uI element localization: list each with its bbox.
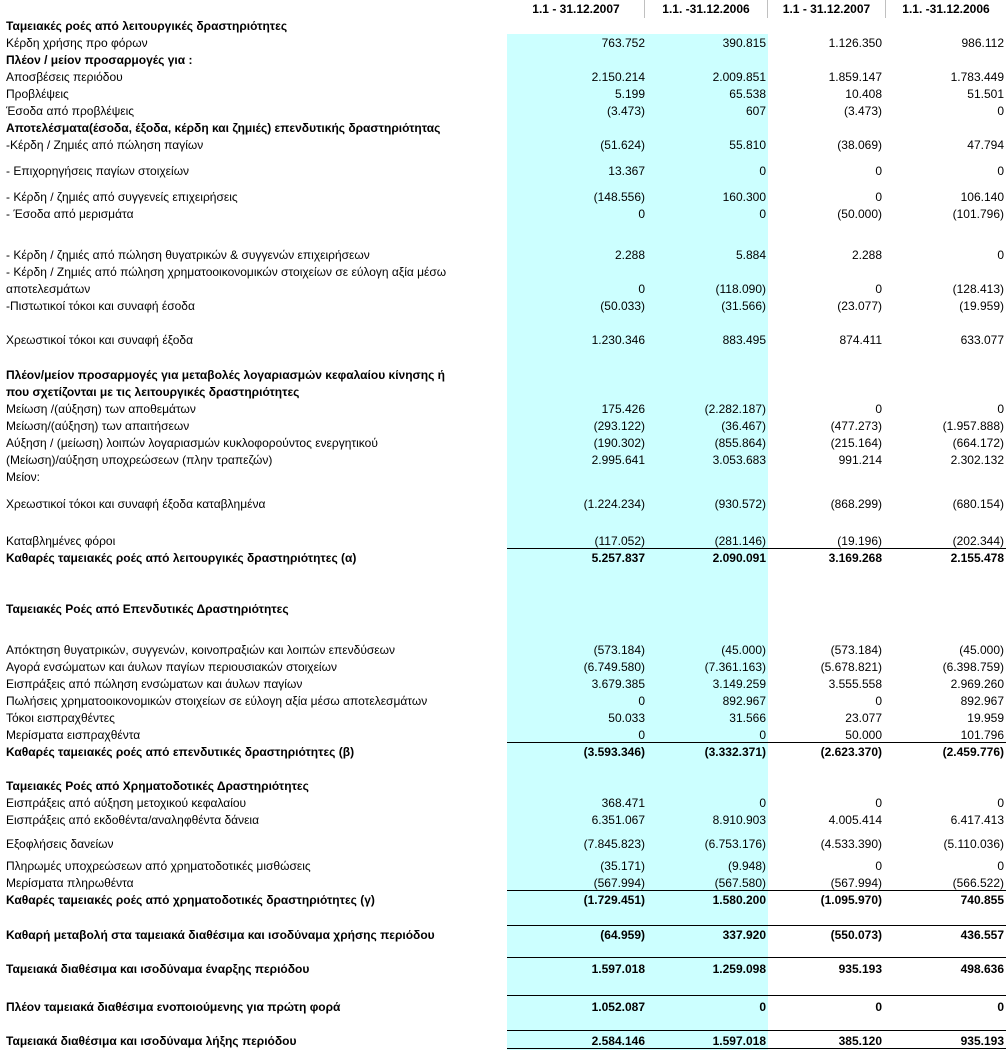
row-label: Καθαρή μεταβολή στα ταμειακά διαθέσιμα και ισοδύναμα χρήσης περιόδου <box>6 928 435 942</box>
cell-value: 47.794 <box>967 138 1004 152</box>
column-header: 1.1. -31.12.2006 <box>902 2 990 16</box>
cell-value: 337.920 <box>722 928 766 942</box>
cell-value: 0 <box>875 796 882 810</box>
row-label: Πλέον/μείον προσαρμογές για μεταβολές λογαριασμών κεφαλαίου κίνησης ή <box>6 368 446 382</box>
cell-value: 4.005.414 <box>828 813 882 827</box>
section-row <box>0 601 1006 618</box>
row-label: Ταμειακές Ροές από Χρηματοδοτικές Δραστηριότητες <box>6 779 309 793</box>
row-label: Τόκοι εισπραχθέντες <box>6 711 115 725</box>
cell-value: (4.533.390) <box>820 837 882 851</box>
table-row <box>0 35 1006 52</box>
table-row <box>0 435 1006 452</box>
cell-value: 2.288 <box>851 248 882 262</box>
section-row <box>0 367 1006 384</box>
cell-value: 1.052.087 <box>591 1000 645 1014</box>
cell-value: (117.052) <box>594 534 645 548</box>
total-overline <box>507 995 1006 996</box>
row-label: Αγορά ενσώματων και άυλων παγίων περιουσιακών στοιχείων <box>6 660 337 674</box>
cell-value: (50.000) <box>837 207 882 221</box>
row-label: Αποτελέσματα(έσοδα, έξοδα, κέρδη και ζημιές) επενδυτικής δραστηριότητας <box>6 121 441 135</box>
column-header: 1.1. -31.12.2006 <box>662 2 750 16</box>
cell-value: 6.417.413 <box>950 813 1004 827</box>
row-label: Μείωση /(αύξηση) των αποθεμάτων <box>6 402 196 416</box>
cell-value: 31.566 <box>729 711 766 725</box>
cell-value: 2.288 <box>614 248 645 262</box>
cell-value: (6.398.759) <box>942 660 1004 674</box>
cell-value: (45.000) <box>721 643 766 657</box>
row-label: - Κέρδη / Ζημιές από πώληση χρηματοοικονομικών στοιχείων σε εύλογη αξία μέσω <box>6 265 447 279</box>
cell-value: (6.753.176) <box>704 837 766 851</box>
table-row <box>0 676 1006 693</box>
row-label: Καθαρές ταμειακές ροές από λειτουργικές δραστηριότητες (α) <box>6 551 357 565</box>
cell-value: (293.122) <box>593 419 645 433</box>
cell-value: 5.199 <box>614 87 645 101</box>
row-label: Μερίσματα εισπραχθέντα <box>6 728 141 742</box>
cell-value: (3.473) <box>843 104 882 118</box>
cell-value: 935.193 <box>960 1034 1004 1048</box>
cell-value: 436.557 <box>960 928 1004 942</box>
cell-value: 51.501 <box>967 87 1004 101</box>
row-label: Εξοφλήσεις δανείων <box>6 837 114 851</box>
cell-value: (5.110.036) <box>943 837 1004 851</box>
cell-value: 2.995.641 <box>591 453 645 467</box>
row-label: Χρεωστικοί τόκοι και συναφή έξοδα <box>6 333 194 347</box>
row-label: Εισπράξεις από εκδοθέντα/αναληφθέντα δάνεια <box>6 813 260 827</box>
row-label: αποτελεσμάτων <box>6 282 91 296</box>
cell-value: 883.495 <box>722 333 766 347</box>
cell-value: 0 <box>759 728 766 742</box>
cell-value: (1.095.970) <box>820 893 882 907</box>
cell-value: 55.810 <box>729 138 766 152</box>
column-header: 1.1 - 31.12.2007 <box>532 2 620 16</box>
table-row <box>0 418 1006 435</box>
cell-value: 2.969.260 <box>950 677 1004 691</box>
cell-value: (38.069) <box>837 138 882 152</box>
cell-value: (50.033) <box>600 299 645 313</box>
section-row <box>0 999 1006 1016</box>
cell-value: 2.090.091 <box>712 551 766 565</box>
row-label: Χρεωστικοί τόκοι και συναφή έξοδα καταβλημένα <box>6 497 266 511</box>
row-label: Ταμειακές ροές από λειτουργικές δραστηριότητες <box>6 19 288 33</box>
cell-value: 106.140 <box>960 190 1004 204</box>
cell-value: (3.332.371) <box>704 745 766 759</box>
cell-value: 0 <box>997 164 1004 178</box>
cell-value: 5.884 <box>735 248 766 262</box>
section-row <box>0 18 1006 35</box>
cell-value: 0 <box>875 190 882 204</box>
table-row <box>0 401 1006 418</box>
cell-value: 0 <box>997 796 1004 810</box>
cell-value: (1.224.234) <box>583 497 645 511</box>
cell-value: (2.623.370) <box>820 745 882 759</box>
cell-value: (2.459.776) <box>942 745 1004 759</box>
row-label: Αποσβέσεις περιόδου <box>6 70 123 84</box>
row-label: Προβλέψεις <box>6 87 69 101</box>
cell-value: 0 <box>875 694 882 708</box>
cell-value: (45.000) <box>959 643 1004 657</box>
cell-value: 101.796 <box>960 728 1004 742</box>
cell-value: 1.126.350 <box>828 36 882 50</box>
cell-value: 50.000 <box>845 728 882 742</box>
cell-value: 2.584.146 <box>591 1034 645 1048</box>
cell-value: 50.033 <box>608 711 645 725</box>
row-label: που σχετίζονται με τις λειτουργικές δραστηριότητες <box>6 385 300 399</box>
cell-value: 10.408 <box>845 87 882 101</box>
row-label: Μερίσματα πληρωθέντα <box>6 876 134 890</box>
row-label: Μείον: <box>6 470 41 484</box>
cell-value: 0 <box>875 402 882 416</box>
cell-value: (6.749.580) <box>583 660 645 674</box>
table-row <box>0 795 1006 812</box>
total-underline <box>507 925 1006 926</box>
row-label: Καθαρές ταμειακές ροές από χρηματοδοτικές δραστηριότητες (γ) <box>6 893 375 907</box>
cell-value: 6.351.067 <box>591 813 645 827</box>
row-label: -Πιστωτικοί τόκοι και συναφή έσοδα <box>6 299 195 313</box>
row-label: - Κέρδη / ζημιές από συγγενείς επιχειρήσεις <box>6 190 238 204</box>
section-row <box>0 927 1006 944</box>
cell-value: 0 <box>875 859 882 873</box>
cell-value: 0 <box>638 694 645 708</box>
cell-value: 0 <box>638 282 645 296</box>
cell-value: 0 <box>997 1000 1004 1014</box>
section-row <box>0 744 1006 761</box>
cell-value: (7.361.163) <box>704 660 766 674</box>
table-row <box>0 659 1006 676</box>
cell-value: 0 <box>875 1000 882 1014</box>
table-row <box>0 247 1006 264</box>
total-overline <box>507 957 1006 958</box>
cell-value: 0 <box>759 207 766 221</box>
cell-value: (1.957.888) <box>942 419 1004 433</box>
cell-value: 991.214 <box>838 453 882 467</box>
section-row <box>0 550 1006 567</box>
row-label: Μείωση/(αύξηση) των απαιτήσεων <box>6 419 190 433</box>
cell-value: (23.077) <box>837 299 882 313</box>
cell-value: 175.426 <box>601 402 645 416</box>
cell-value: (930.572) <box>714 497 766 511</box>
row-label: Ταμειακά διαθέσιμα και ισοδύναμα έναρξης περιόδου <box>6 962 310 976</box>
cell-value: (3.593.346) <box>583 745 645 759</box>
cell-value: 2.150.214 <box>591 70 645 84</box>
table-row <box>0 836 1006 853</box>
cell-value: 0 <box>759 1000 766 1014</box>
cell-value: (664.172) <box>952 436 1004 450</box>
cell-value: (31.566) <box>721 299 766 313</box>
cell-value: 498.636 <box>960 962 1004 976</box>
table-row <box>0 264 1006 281</box>
cell-value: (202.344) <box>952 534 1004 548</box>
cell-value: (567.994) <box>593 876 645 890</box>
cell-value: 0 <box>997 859 1004 873</box>
cell-value: (1.729.451) <box>583 893 645 907</box>
section-row <box>0 120 1006 137</box>
cell-value: 1.580.200 <box>712 893 766 907</box>
cell-value: 385.120 <box>838 1034 882 1048</box>
cell-value: 0 <box>997 104 1004 118</box>
section-row <box>0 961 1006 978</box>
cell-value: 0 <box>875 164 882 178</box>
row-label: - Έσοδα από μερισμάτα <box>6 207 134 221</box>
table-row <box>0 281 1006 298</box>
cell-value: (3.473) <box>606 104 645 118</box>
cell-value: (101.796) <box>952 207 1004 221</box>
cell-value: 935.193 <box>838 962 882 976</box>
section-row <box>0 384 1006 401</box>
cell-value: 0 <box>638 207 645 221</box>
cell-value: 368.471 <box>601 796 645 810</box>
cell-value: (550.073) <box>830 928 882 942</box>
section-row <box>0 778 1006 795</box>
table-row <box>0 206 1006 223</box>
cell-value: 23.077 <box>845 711 882 725</box>
cell-value: (680.154) <box>952 497 1004 511</box>
cell-value: 1.783.449 <box>950 70 1004 84</box>
cell-value: 1.230.346 <box>591 333 645 347</box>
total-overline <box>507 1030 1006 1031</box>
total-underline <box>507 1048 1006 1049</box>
cell-value: 1.259.098 <box>712 962 766 976</box>
cell-value: (567.580) <box>714 876 766 890</box>
cell-value: (855.864) <box>714 436 766 450</box>
row-label: Καθαρές ταμειακές ροές από επενδυτικές δραστηριότητες (β) <box>6 745 355 759</box>
cell-value: (5.678.821) <box>820 660 882 674</box>
cell-value: 763.752 <box>601 36 645 50</box>
table-row <box>0 812 1006 829</box>
row-label: Αύξηση / (μείωση) λοιπών λογαριασμών κυκλοφορούντος ενεργητικού <box>6 436 378 450</box>
cell-value: 3.053.683 <box>712 453 766 467</box>
cell-value: (35.171) <box>600 859 645 873</box>
row-label: Πλέον / μείον προσαρμογές για : <box>6 53 193 67</box>
cell-value: (215.164) <box>830 436 882 450</box>
cell-value: 0 <box>997 402 1004 416</box>
cell-value: (51.624) <box>600 138 645 152</box>
row-label: Πληρωμές υποχρεώσεων από χρηματοδοτικές μισθώσεις <box>6 859 311 873</box>
cell-value: 0 <box>638 728 645 742</box>
row-label: Απόκτηση θυγατρικών, συγγενών, κοινοπραξιών και λοιπών επενδύσεων <box>6 643 396 657</box>
table-row <box>0 496 1006 513</box>
row-label: Καταβλημένες φόροι <box>6 534 116 548</box>
cell-value: (868.299) <box>830 497 882 511</box>
cell-value: 740.855 <box>960 893 1004 907</box>
cell-value: 13.367 <box>608 164 645 178</box>
cell-value: (477.273) <box>830 419 882 433</box>
cell-value: (64.959) <box>600 928 645 942</box>
table-row <box>0 103 1006 120</box>
row-label: - Κέρδη / ζημιές από πώληση θυγατρικών & συγγενών επιχειρήσεων <box>6 248 370 262</box>
row-label: Εισπράξεις από πώληση ενσώματων και άυλων παγίων <box>6 677 303 691</box>
table-row <box>0 69 1006 86</box>
cell-value: (148.556) <box>593 190 645 204</box>
cell-value: 8.910.903 <box>712 813 766 827</box>
cell-value: (7.845.823) <box>583 837 645 851</box>
cell-value: 2.155.478 <box>950 551 1004 565</box>
cell-value: (573.184) <box>593 643 645 657</box>
row-label: Έσοδα από προβλέψεις <box>6 104 135 118</box>
cell-value: 5.257.837 <box>591 551 645 565</box>
cell-value: 19.959 <box>967 711 1004 725</box>
cell-value: (19.196) <box>837 534 882 548</box>
table-row <box>0 642 1006 659</box>
cell-value: 874.411 <box>839 333 882 347</box>
table-row <box>0 86 1006 103</box>
section-row <box>0 52 1006 69</box>
cell-value: 1.597.018 <box>712 1034 766 1048</box>
section-row <box>0 892 1006 909</box>
cell-value: 1.597.018 <box>591 962 645 976</box>
cell-value: (566.522) <box>952 876 1004 890</box>
cell-value: 3.169.268 <box>828 551 882 565</box>
cell-value: 986.112 <box>961 36 1004 50</box>
cell-value: 2.302.132 <box>950 453 1004 467</box>
column-header: 1.1 - 31.12.2007 <box>782 2 871 16</box>
table-row <box>0 163 1006 180</box>
cell-value: (573.184) <box>830 643 882 657</box>
row-label: Εισπράξεις από αύξηση μετοχικού κεφαλαίου <box>6 796 247 810</box>
cell-value: 160.300 <box>722 190 766 204</box>
table-row <box>0 189 1006 206</box>
row-label: Πωλήσεις χρηματοοικονομικών στοιχείων σε εύλογη αξία μέσω αποτελεσμάτων <box>6 694 428 708</box>
cell-value: (128.413) <box>952 282 1004 296</box>
table-row <box>0 858 1006 875</box>
cell-value: (19.959) <box>959 299 1004 313</box>
cell-value: 892.967 <box>722 694 766 708</box>
total-underline <box>507 548 1006 549</box>
cell-value: 3.679.385 <box>591 677 645 691</box>
total-underline <box>507 890 1006 891</box>
total-underline <box>507 742 1006 743</box>
row-label: Πλέον ταμειακά διαθέσιμα ενοποιούμενης για πρώτη φορά <box>6 1000 341 1014</box>
row-label: Ταμειακά διαθέσιμα και ισοδύναμα λήξης περιόδου <box>6 1034 297 1048</box>
cell-value: 3.149.259 <box>712 677 766 691</box>
table-row <box>0 452 1006 469</box>
cell-value: (190.302) <box>593 436 645 450</box>
cell-value: (9.948) <box>727 859 766 873</box>
cell-value: 607 <box>745 104 766 118</box>
cell-value: (2.282.187) <box>704 402 766 416</box>
row-label: (Μείωση)/αύξηση υποχρεώσεων (πλην τραπεζών) <box>6 453 273 467</box>
cell-value: (567.994) <box>830 876 882 890</box>
table-row <box>0 469 1006 486</box>
cell-value: 0 <box>997 248 1004 262</box>
cell-value: (36.467) <box>721 419 766 433</box>
table-row <box>0 693 1006 710</box>
cell-value: 1.859.147 <box>828 70 882 84</box>
cell-value: 2.009.851 <box>712 70 766 84</box>
cell-value: 0 <box>759 796 766 810</box>
row-label: Κέρδη χρήσης προ φόρων <box>6 36 148 50</box>
row-label: -Κέρδη / Ζημιές από πώληση παγίων <box>6 138 204 152</box>
cell-value: 892.967 <box>960 694 1004 708</box>
cell-value: 0 <box>759 164 766 178</box>
table-row <box>0 710 1006 727</box>
table-row <box>0 137 1006 154</box>
cell-value: (281.146) <box>714 534 766 548</box>
cell-value: 65.538 <box>729 87 766 101</box>
cell-value: 3.555.558 <box>828 677 882 691</box>
table-row <box>0 332 1006 349</box>
cell-value: 390.815 <box>722 36 766 50</box>
cell-value: 0 <box>875 282 882 296</box>
cell-value: (118.090) <box>715 282 766 296</box>
cell-value: 633.077 <box>960 333 1004 347</box>
table-row <box>0 298 1006 315</box>
row-label: - Επιχορηγήσεις παγίων στοιχείων <box>6 164 190 178</box>
row-label: Ταμειακές Ροές από Επενδυτικές Δραστηριότητες <box>6 602 289 616</box>
